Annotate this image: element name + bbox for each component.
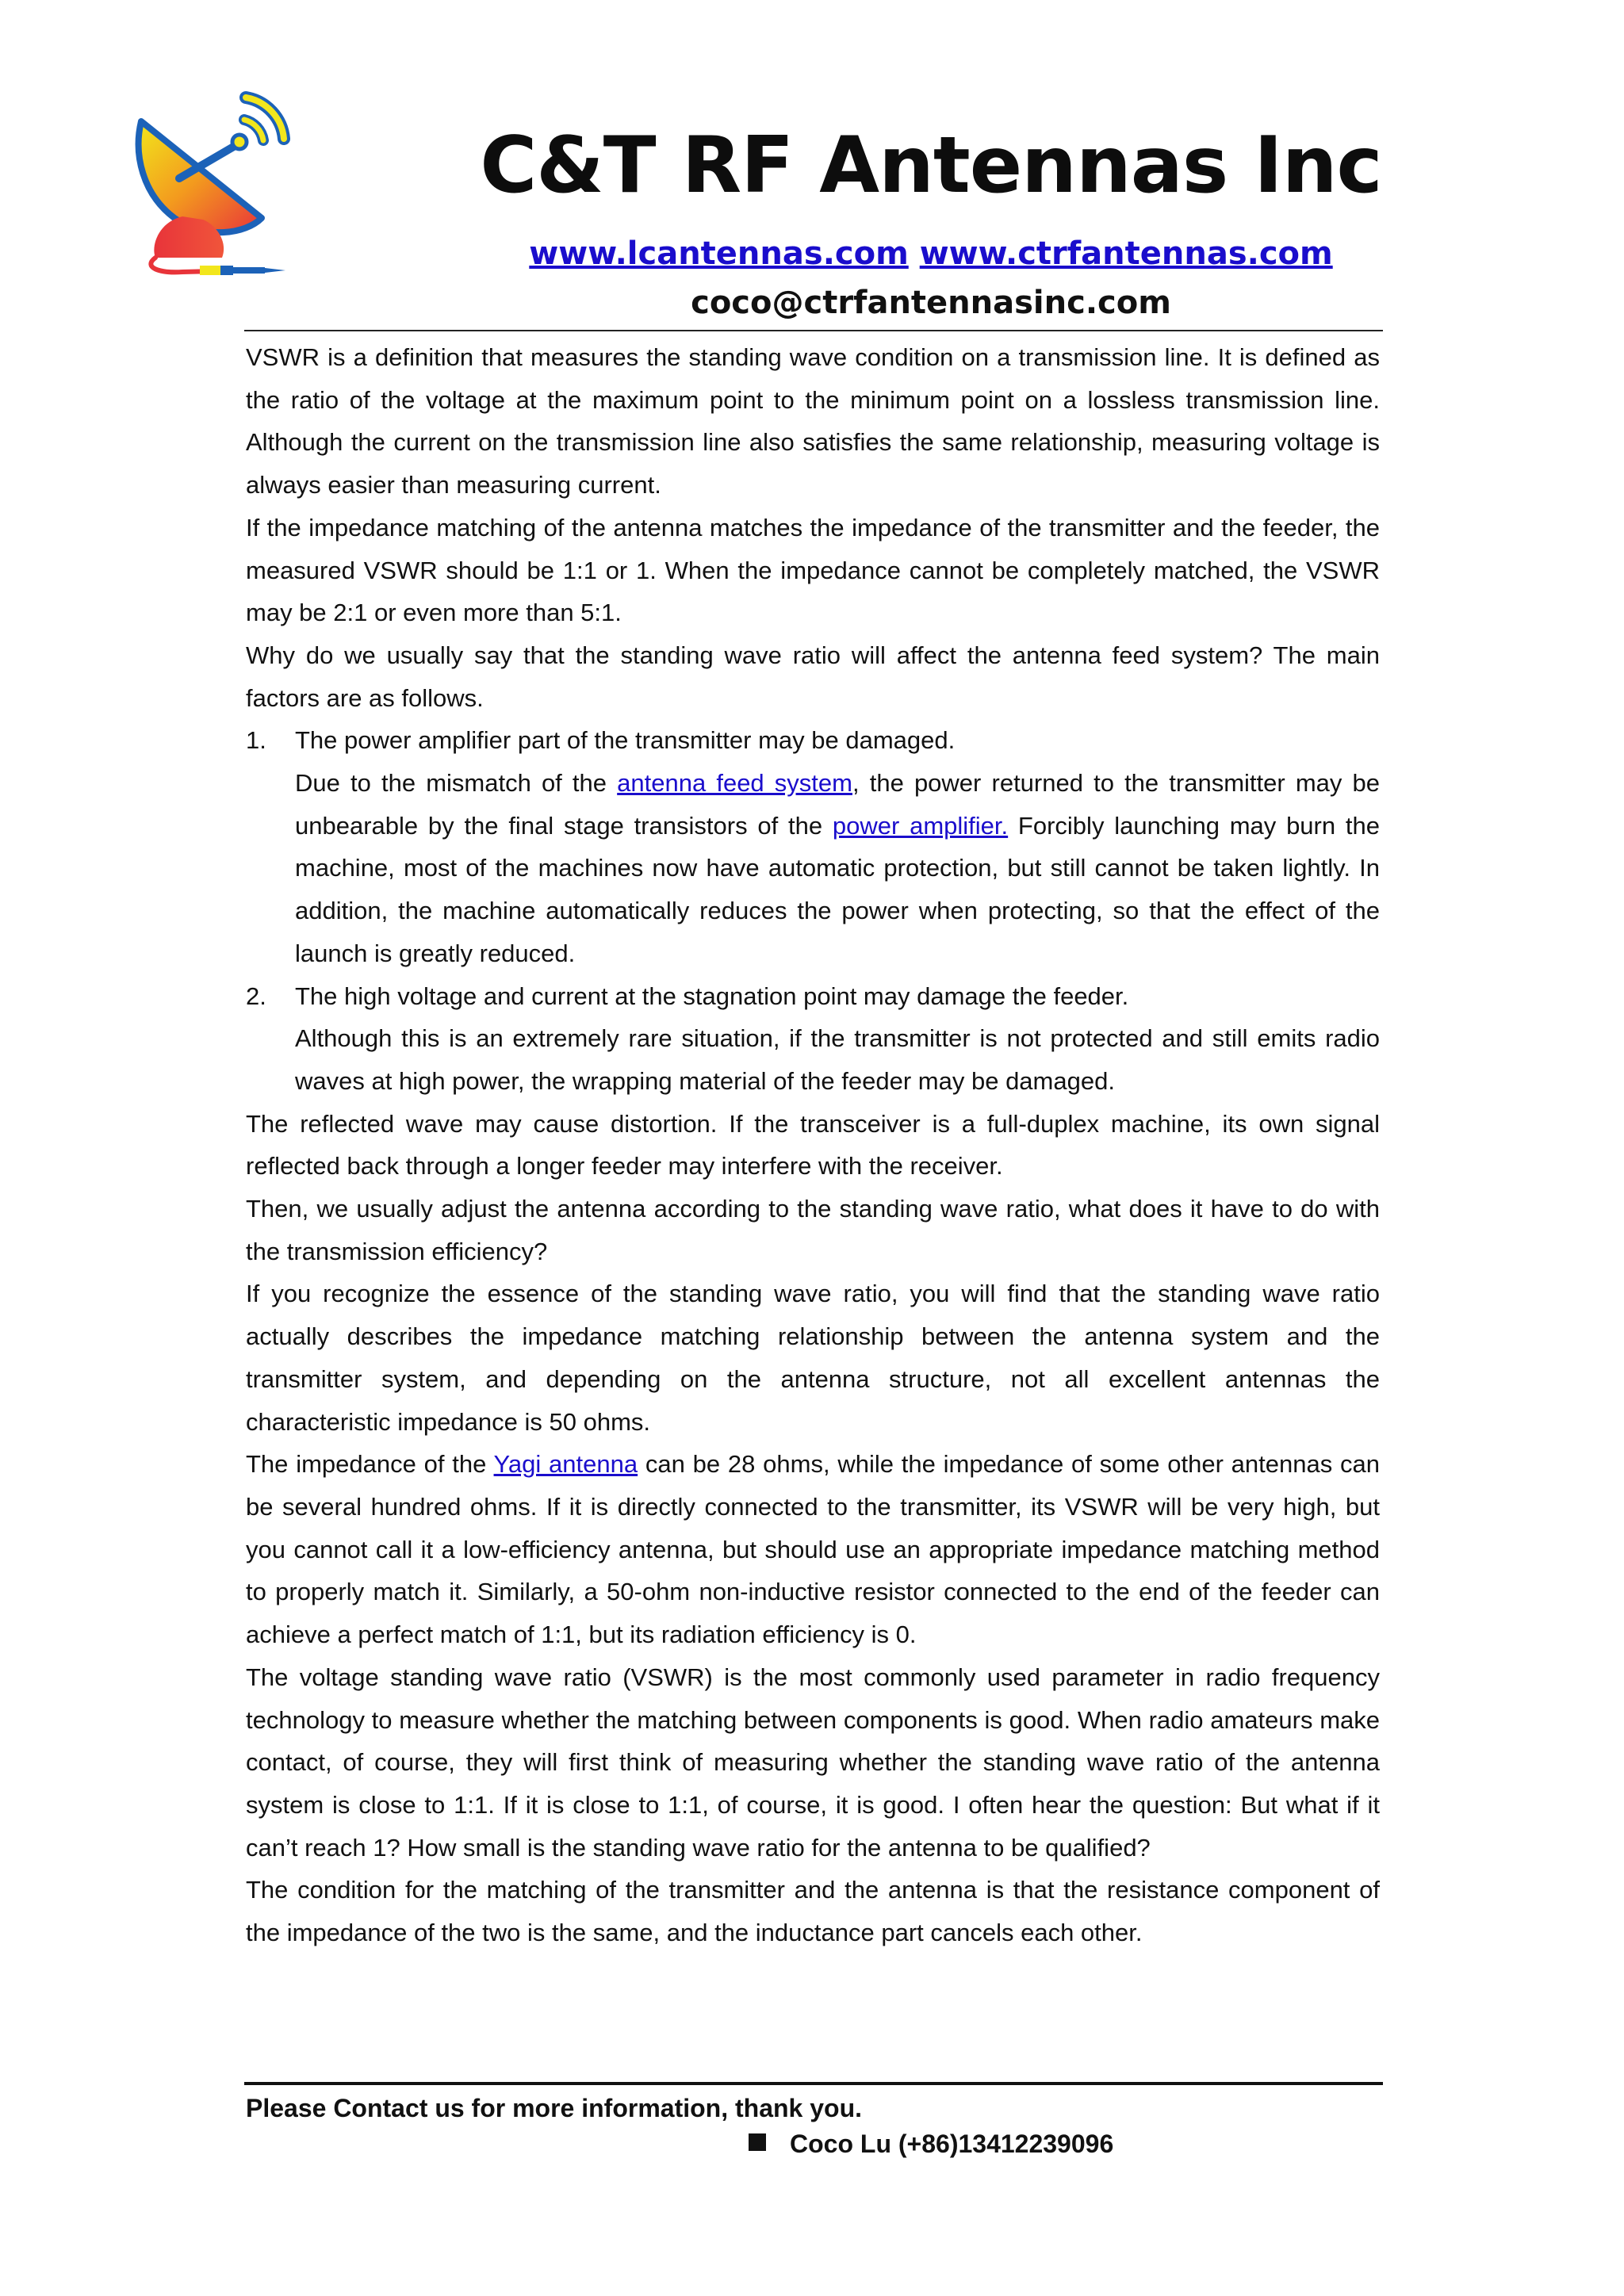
text-run: , the power returned to the transmitter may be unbearable by the final stage transistors of the	[295, 769, 1381, 840]
list-item-title: The high voltage and current at the stagnation point may damage the feeder.	[295, 982, 1129, 1010]
website-link-lcantennas[interactable]: www.lcantennas.com	[529, 235, 909, 272]
website-link-ctrfantennas[interactable]: www.ctrfantennas.com	[919, 235, 1333, 272]
link-yagi-antenna[interactable]: Yagi antenna	[493, 1450, 638, 1479]
paragraph: Why do we usually say that the standing wave ratio will affect the antenna feed system? The main factors are as follows.	[246, 641, 1380, 712]
text-run: Due to the mismatch of the	[295, 769, 618, 798]
link-antenna-feed-system[interactable]: antenna feed system	[617, 769, 852, 798]
contact-name-phone: Coco Lu (+86)13412239096	[790, 2130, 1114, 2158]
footer-divider	[244, 2082, 1383, 2085]
square-bullet-icon	[749, 2133, 766, 2151]
list-number: 1.	[246, 726, 266, 755]
paragraph: If you recognize the essence of the standing wave ratio, you will find that the standing wave ratio actually describes the impedance matching relationship between the antenna system and the transmitter system, and depending on the antenna structure, not all excellent antennas the characteristic impedance is 50 ohms.	[246, 1280, 1380, 1436]
list-number: 2.	[246, 982, 266, 1010]
paragraph: The condition for the matching of the transmitter and the antenna is that the resistance component of the impedance of the two is the same, and the inductance part cancels each other.	[246, 1876, 1380, 1947]
contact-email: coco@ctrfantennasinc.com	[691, 285, 1171, 321]
paragraph	[246, 1443, 1380, 1656]
text-run: Forcibly launching may burn the machine, most of the machines now have automatic protection, but still cannot be taken lightly. In addition, the machine automatically reduces the power when protecting, so that the effect of the launch is greatly reduced.	[295, 811, 1380, 967]
paragraph: VSWR is a definition that measures the standing wave condition on a transmission line. It is defined as the ratio of the voltage at the maximum point to the minimum point on a lossless transmission line. Although the current on the transmission line also satisfies the same relationship, measuring voltage is always easier than measuring current.	[246, 343, 1380, 499]
company-title: C&T RF Antennas Inc	[480, 121, 1382, 211]
header-divider	[244, 330, 1383, 331]
website-links	[238, 235, 1624, 272]
paragraph: If the impedance matching of the antenna matches the impedance of the transmitter and the feeder, the measured VSWR should be 1:1 or 1. When the impedance cannot be completely matched, the VSWR may be 2:1 or even more than 5:1.	[246, 513, 1380, 627]
list-item	[246, 975, 1380, 1018]
paragraph: The reflected wave may cause distortion. If the transceiver is a full-duplex machine, its own signal reflected back through a longer feeder may interfere with the receiver.	[246, 1109, 1380, 1181]
list-item-detail	[246, 762, 1380, 975]
text-run: The impedance of the	[246, 1450, 494, 1479]
footer-note: Please Contact us for more information, thank you.	[246, 2094, 863, 2122]
text-run: can be 28 ohms, while the impedance of some other antennas can be several hundred ohms. If it is directly connected to the transmitter, its VSWR will be very high, but you cannot call it a low-efficiency antenna, but should use an appropriate impedance matching method to properly match it. Similarly, a 50-ohm non-inductive resistor connected to the end of the feeder can achieve a perfect match of 1:1, but its radiation efficiency is 0.	[246, 1450, 1380, 1649]
paragraph: Then, we usually adjust the antenna according to the standing wave ratio, what does it have to do with the transmission efficiency?	[246, 1195, 1380, 1265]
paragraph: The voltage standing wave ratio (VSWR) is the most commonly used parameter in radio frequency technology to measure whether the matching between components is good. When radio amateurs make contact, of course, they will first think of measuring whether the standing wave ratio of the antenna system is close to 1:1. If it is close to 1:1, of course, it is good. I often hear the question: But what if it can’t reach 1? How small is the standing wave ratio for the antenna to be qualified?	[246, 1663, 1380, 1862]
list-item-title: The power amplifier part of the transmitter may be damaged.	[295, 726, 956, 755]
article-body	[246, 336, 1380, 1954]
list-item	[246, 719, 1380, 762]
list-item-detail: Although this is an extremely rare situation, if the transmitter is not protected and still emits radio waves at high power, the wrapping material of the feeder may be damaged.	[295, 1024, 1380, 1095]
footer-contact	[749, 2128, 1113, 2161]
link-power-amplifier[interactable]: power amplifier.	[832, 811, 1009, 840]
